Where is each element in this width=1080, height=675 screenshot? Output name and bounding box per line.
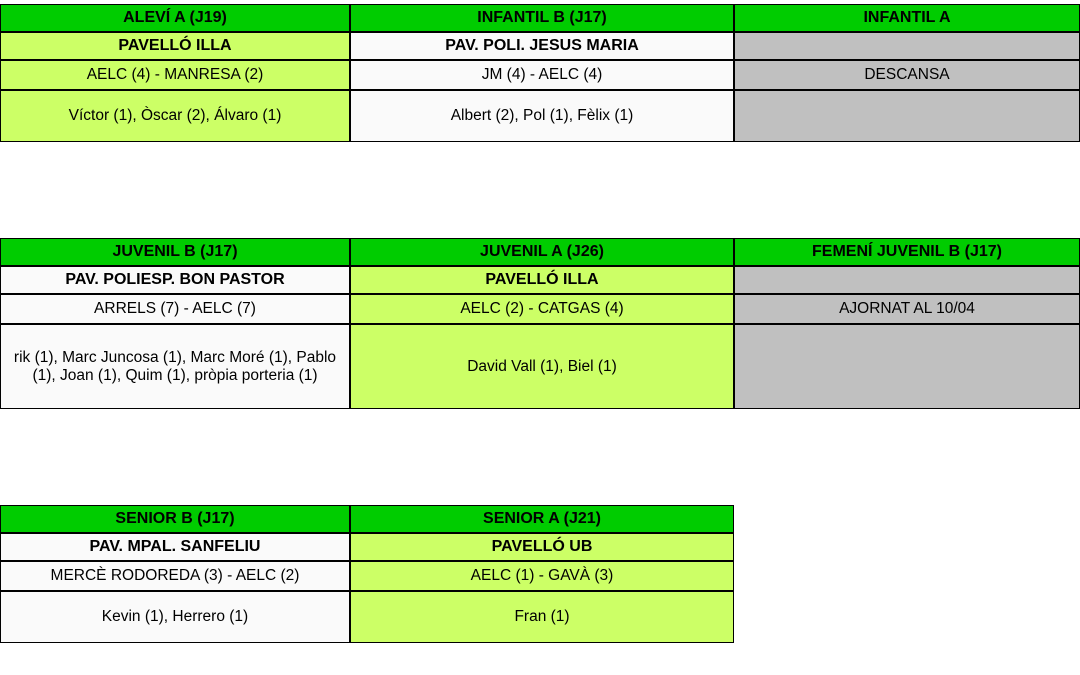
column-result-juvenil-a: AELC (2) - CATGAS (4) (350, 294, 734, 324)
column-header-infantil-a: INFANTIL A (734, 4, 1080, 32)
column-venue-senior-a: PAVELLÓ UB (350, 533, 734, 561)
column-result-infantil-b: JM (4) - AELC (4) (350, 60, 734, 90)
column-result-senior-b: MERCÈ RODOREDA (3) - AELC (2) (0, 561, 350, 591)
column-result-senior-a: AELC (1) - GAVÀ (3) (350, 561, 734, 591)
column-header-juvenil-a: JUVENIL A (J26) (350, 238, 734, 266)
column-header-senior-a: SENIOR A (J21) (350, 505, 734, 533)
column-senior-a (350, 505, 734, 643)
column-venue-senior-b: PAV. MPAL. SANFELIU (0, 533, 350, 561)
column-scorers-senior-a: Fran (1) (350, 591, 734, 643)
column-header-juvenil-b: JUVENIL B (J17) (0, 238, 350, 266)
results-block-3 (0, 505, 734, 643)
results-block-2 (0, 238, 1080, 409)
column-juvenil-a (350, 238, 734, 409)
column-venue-juvenil-a: PAVELLÓ ILLA (350, 266, 734, 294)
column-header-femeni-juvenil-b: FEMENÍ JUVENIL B (J17) (734, 238, 1080, 266)
column-senior-b (0, 505, 350, 643)
column-femeni-juvenil-b (734, 238, 1080, 409)
column-scorers-femeni-juvenil-b (734, 324, 1080, 409)
column-header-infantil-b: INFANTIL B (J17) (350, 4, 734, 32)
column-infantil-a (734, 4, 1080, 142)
column-header-senior-b: SENIOR B (J17) (0, 505, 350, 533)
column-result-juvenil-b: ARRELS (7) - AELC (7) (0, 294, 350, 324)
column-juvenil-b (0, 238, 350, 409)
column-scorers-infantil-b: Albert (2), Pol (1), Fèlix (1) (350, 90, 734, 142)
column-scorers-juvenil-a: David Vall (1), Biel (1) (350, 324, 734, 409)
column-infantil-b (350, 4, 734, 142)
column-result-infantil-a: DESCANSA (734, 60, 1080, 90)
column-venue-juvenil-b: PAV. POLIESP. BON PASTOR (0, 266, 350, 294)
column-venue-femeni-juvenil-b (734, 266, 1080, 294)
column-alevi-a (0, 4, 350, 142)
column-venue-alevi-a: PAVELLÓ ILLA (0, 32, 350, 60)
column-scorers-infantil-a (734, 90, 1080, 142)
column-venue-infantil-a (734, 32, 1080, 60)
column-result-alevi-a: AELC (4) - MANRESA (2) (0, 60, 350, 90)
column-scorers-senior-b: Kevin (1), Herrero (1) (0, 591, 350, 643)
column-scorers-juvenil-b: rik (1), Marc Juncosa (1), Marc Moré (1), Pablo (1), Joan (1), Quim (1), pròpia porteria (1) (0, 324, 350, 409)
column-venue-infantil-b: PAV. POLI. JESUS MARIA (350, 32, 734, 60)
column-scorers-alevi-a: Víctor (1), Òscar (2), Álvaro (1) (0, 90, 350, 142)
column-result-femeni-juvenil-b: AJORNAT AL 10/04 (734, 294, 1080, 324)
column-header-alevi-a: ALEVÍ A (J19) (0, 4, 350, 32)
results-block-1 (0, 4, 1080, 142)
